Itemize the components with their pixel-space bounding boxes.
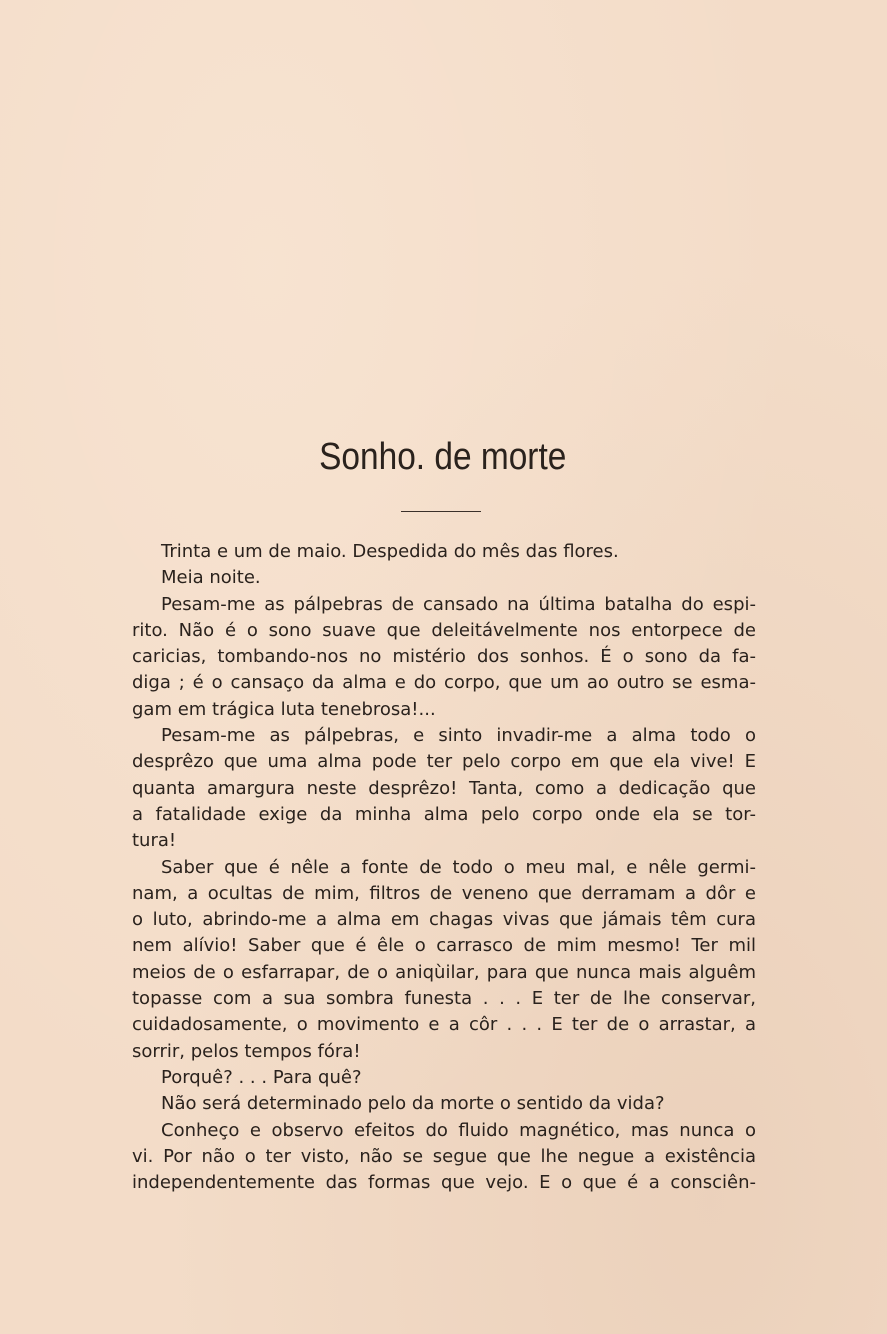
text-line: vi. Por não o ter visto, não se segue que lhe negue a existência bbox=[132, 1145, 756, 1167]
text-line: Saber que é nêle a fonte de todo o meu mal, e nêle germi- bbox=[161, 856, 756, 878]
text-line: meios de o esfarrapar, de o aniqùilar, para que nunca mais alguêm bbox=[132, 961, 756, 983]
text-line: Pesam-me as pálpebras, e sinto invadir-me a alma todo o bbox=[161, 725, 756, 747]
text-line: gam em trágica luta tenebrosa!... bbox=[132, 698, 436, 720]
text-line: Porquê? . . . Para quê? bbox=[161, 1066, 362, 1088]
text-line: tura! bbox=[132, 830, 177, 852]
text-line: nem alívio! Saber que é êle o carrasco de mim mesmo! Ter mil bbox=[132, 935, 756, 957]
text-line: a fatalidade exige da minha alma pelo corpo onde ela se tor- bbox=[132, 803, 756, 825]
chapter-title: Sonho. de morte bbox=[319, 436, 567, 478]
text-line: Trinta e um de maio. Despedida do mês das flores. bbox=[161, 541, 619, 562]
text-line: cuidadosamente, o movimento e a côr . . . E ter de o arrastar, a bbox=[132, 1014, 756, 1036]
text-line: sorrir, pelos tempos fóra! bbox=[132, 1040, 361, 1062]
title-divider bbox=[401, 511, 481, 512]
text-line: o luto, abrindo-me a alma em chagas vivas que jámais têm cura bbox=[132, 909, 756, 931]
text-line: Conheço e observo efeitos do fluido magnético, mas nunca o bbox=[161, 1119, 756, 1141]
chapter-body bbox=[132, 539, 756, 1196]
text-line: Não será determinado pelo da morte o sentido da vida? bbox=[161, 1093, 665, 1115]
text-line: caricias, tombando-nos no mistério dos sonhos. É o sono da fa- bbox=[132, 646, 756, 668]
text-line: nam, a ocultas de mim, filtros de veneno que derramam a dôr e bbox=[132, 882, 756, 904]
text-line: rito. Não é o sono suave que deleitávelmente nos entorpece de bbox=[132, 619, 756, 641]
text-line: diga ; é o cansaço da alma e do corpo, que um ao outro se esma- bbox=[132, 672, 756, 694]
text-line: desprêzo que uma alma pode ter pelo corpo em que ela vive! E bbox=[132, 751, 756, 773]
text-line: Pesam-me as pálpebras de cansado na última batalha do espi- bbox=[161, 593, 756, 615]
text-line: Meia noite. bbox=[161, 567, 261, 589]
text-line: topasse com a sua sombra funesta . . . E ter de lhe conservar, bbox=[132, 988, 756, 1010]
text-line: independentemente das formas que vejo. E o que é a consciên- bbox=[132, 1172, 756, 1194]
text-line: quanta amargura neste desprêzo! Tanta, como a dedicação que bbox=[132, 777, 756, 799]
